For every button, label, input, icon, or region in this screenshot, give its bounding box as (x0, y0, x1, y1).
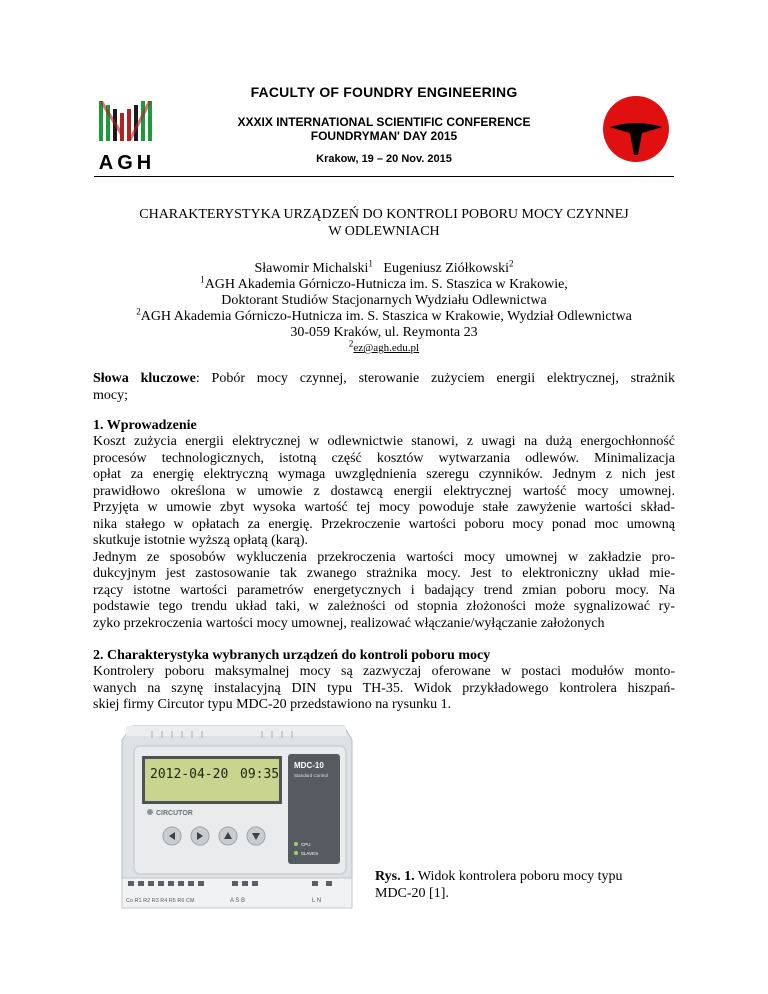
terminals-left: Co R1 R2 R3 R4 R5 R6 CM (126, 898, 195, 904)
model-label: MDC-10 (294, 761, 324, 770)
affiliation-1: $^1$AGH Akademia Górniczo-Hutnicza im. S. Staszica w Krakowie, (200, 274, 568, 292)
body-line: procesów technologicznych, istotną część kosztów wytwarzania odlewów. Minimalizacja (93, 450, 675, 466)
agh-logo-text: AGH (98, 152, 156, 174)
affiliation-2: $^2$AGH Akademia Górniczo-Hutnicza im. S. Staszica w Krakowie, Wydział Odlewnictwa (136, 306, 632, 324)
body-line: prawidłowo określona w umowie z dostawcą energii elektrycznej wartość mocy umownej. (93, 483, 675, 499)
cpu-led-label: CPU (301, 842, 311, 847)
body-line: dukcyjnym jest zastosowanie tak zwanego strażnika mocy. Jest to elektroniczny układ mie- (93, 566, 675, 581)
slaves-led-label: SLAVES (301, 851, 319, 856)
caption-text-line2: MDC-20 [1]. (375, 886, 449, 901)
section-1-heading: 1. Wprowadzenie (93, 418, 197, 433)
keywords-text: : Pobór mocy czynnej, sterowanie zużyciem energii elektrycznej, strażnik (195, 371, 675, 386)
body-line: skiej firmy Circutor typu MDC-20 przedstawiono na rysunku 1. (93, 697, 452, 712)
affiliation-2-address: 30-059 Kraków, ul. Reymonta 23 (290, 325, 478, 340)
author-2-sup: 2 (509, 258, 514, 269)
terminals-mid: A S B (230, 898, 246, 904)
paper-title-line1: CHARAKTERYSTYKA URZĄDZEŃ DO KONTROLI POBORU MOCY CZYNNEJ (139, 207, 629, 222)
body-line: nika stałego w opłatach za energię. Przekroczenie wartości poboru mocy ponad moc umowną (93, 516, 675, 532)
header-divider (94, 176, 674, 177)
body-line: rzący istotne wartości parametrów energetycznych i badający trend zmian poboru mocy. Na (93, 582, 675, 598)
lcd-time: 09:35 (240, 767, 280, 782)
affiliation-1-line2: Doktorant Studiów Stacjonarnych Wydziału Odlewnictwa (221, 293, 547, 308)
body-line: podstawie tego trendu układ taki, w zależności od stopnia złożoności może sygnalizować ry- (93, 599, 675, 614)
body-line: skutkuje istotnie wyższą opłatą (karą). (93, 533, 308, 548)
author-list (0, 260, 768, 277)
author-email[interactable]: $^2$ez@agh.edu.pl (348, 338, 420, 354)
section-1-body (93, 434, 675, 632)
body-line: Przyjęta w umowie zbyt wysoka wartość tej mocy powoduje stałe zawyżenie wartości skład- (93, 500, 675, 515)
author-2: Eugeniusz Ziółkowski (383, 261, 510, 276)
lcd-date: 2012-04-20 (150, 767, 229, 782)
caption-label: Rys. 1. (375, 869, 415, 884)
body-line: opłat za energię elektryczną wymaga uwzględnienia szeregu czynników. Jednym z nich jest (93, 467, 675, 482)
section-2-body (93, 664, 675, 714)
conference-subtitle: FOUNDRYMAN' DAY 2015 (310, 129, 458, 143)
faculty-name: FACULTY OF FOUNDRY ENGINEERING (250, 84, 518, 100)
paper-title-line2: W ODLEWNIACH (328, 224, 440, 239)
keywords-label: Słowa kluczowe (93, 371, 196, 386)
body-line: Jednym ze sposobów wykluczenia przekroczenia wartości mocy umownej w zakładzie pro- (93, 549, 675, 565)
brand-label: CIRCUTOR (156, 810, 193, 817)
keywords-text-line2: mocy; (93, 387, 128, 403)
section-2-heading: 2. Charakterystyka wybranych urządzeń do kontroli poboru mocy (93, 648, 491, 663)
terminals-right: L N (312, 898, 322, 904)
caption-text: Widok kontrolera poboru mocy typu (414, 869, 623, 884)
keywords (93, 371, 675, 404)
conference-dates: Krakow, 19 – 20 Nov. 2015 (316, 153, 452, 165)
author-1: Sławomir Michalski (254, 261, 369, 276)
body-line: Koszt zużycia energii elektrycznej w odlewnictwie stanowi, z uwagi na dużą energochłonność (93, 434, 675, 449)
model-sublabel: Standard Control (294, 773, 329, 778)
body-line: Kontrolery poboru maksymalnej mocy są zazwyczaj oferowane w postaci modułów monto- (93, 664, 675, 679)
conference-name: XXXIX INTERNATIONAL SCIENTIFIC CONFERENCE (237, 115, 531, 129)
figure-caption (375, 868, 675, 902)
body-line: wanych na szynę instalacyjną DIN typu TH-35. Widok przykładowego kontrolera hiszpań- (93, 680, 675, 696)
body-line: zyko przekroczenia wartości mocy umownej, realizować włączanie/wyłączanie założonych (93, 615, 605, 631)
controller-device-image (112, 718, 356, 923)
author-1-sup: 1 (368, 258, 373, 269)
